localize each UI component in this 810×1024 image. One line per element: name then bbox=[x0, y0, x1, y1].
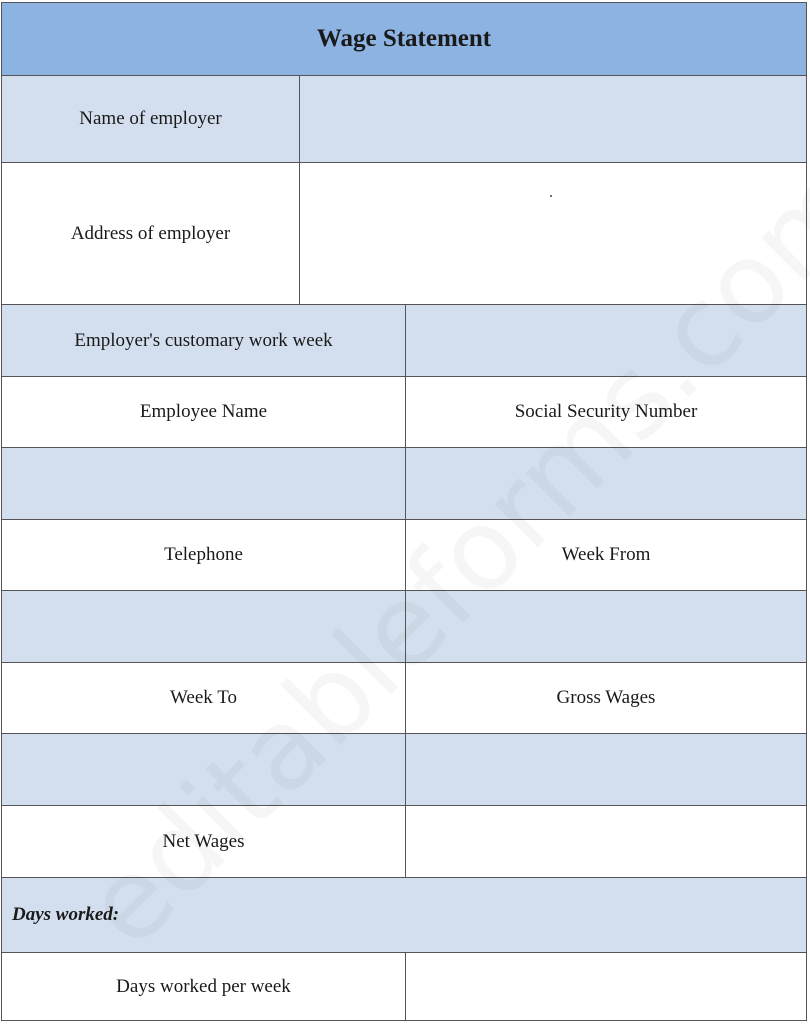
address-of-employer-row bbox=[2, 162, 806, 304]
name-of-employer-field[interactable] bbox=[299, 76, 806, 162]
title-row bbox=[2, 3, 806, 75]
net-wages-field[interactable] bbox=[405, 806, 806, 877]
week-to-field[interactable] bbox=[2, 734, 405, 805]
telephone-field[interactable] bbox=[2, 591, 405, 662]
employee-ssn-field-row bbox=[2, 447, 806, 519]
customary-work-week-label: Employer's customary work week bbox=[74, 329, 333, 351]
days-worked-per-week-label: Days worked per week bbox=[116, 975, 291, 997]
weekto-gross-label-row bbox=[2, 662, 806, 733]
ssn-field[interactable] bbox=[405, 448, 806, 519]
stray-dot bbox=[550, 195, 552, 197]
form-title: Wage Statement bbox=[316, 25, 492, 52]
week-from-field[interactable] bbox=[405, 591, 806, 662]
week-to-label: Week To bbox=[170, 687, 237, 708]
telephone-weekfrom-label-row bbox=[2, 519, 806, 590]
week-from-label: Week From bbox=[405, 520, 806, 590]
address-of-employer-label: Address of employer bbox=[70, 222, 231, 244]
days-worked-heading: Days worked: bbox=[12, 904, 120, 925]
days-worked-per-week-field[interactable] bbox=[405, 953, 806, 1020]
customary-work-week-field[interactable] bbox=[405, 305, 806, 376]
name-of-employer-row bbox=[2, 75, 806, 162]
employee-name-field[interactable] bbox=[2, 448, 405, 519]
address-of-employer-field[interactable] bbox=[299, 163, 806, 304]
days-worked-per-week-row bbox=[2, 952, 806, 1020]
telephone-weekfrom-field-row bbox=[2, 590, 806, 662]
gross-wages-label: Gross Wages bbox=[405, 663, 806, 733]
net-wages-label: Net Wages bbox=[162, 830, 245, 852]
name-of-employer-label: Name of employer bbox=[79, 108, 222, 129]
net-wages-row bbox=[2, 805, 806, 877]
weekto-gross-field-row bbox=[2, 733, 806, 805]
ssn-label: Social Security Number bbox=[405, 377, 806, 447]
wage-statement-form bbox=[1, 2, 807, 1021]
employee-ssn-label-row bbox=[2, 376, 806, 447]
days-worked-heading-row bbox=[2, 877, 806, 952]
employee-name-label: Employee Name bbox=[139, 401, 268, 422]
customary-work-week-row bbox=[2, 304, 806, 376]
gross-wages-field[interactable] bbox=[405, 734, 806, 805]
telephone-label: Telephone bbox=[164, 544, 243, 565]
